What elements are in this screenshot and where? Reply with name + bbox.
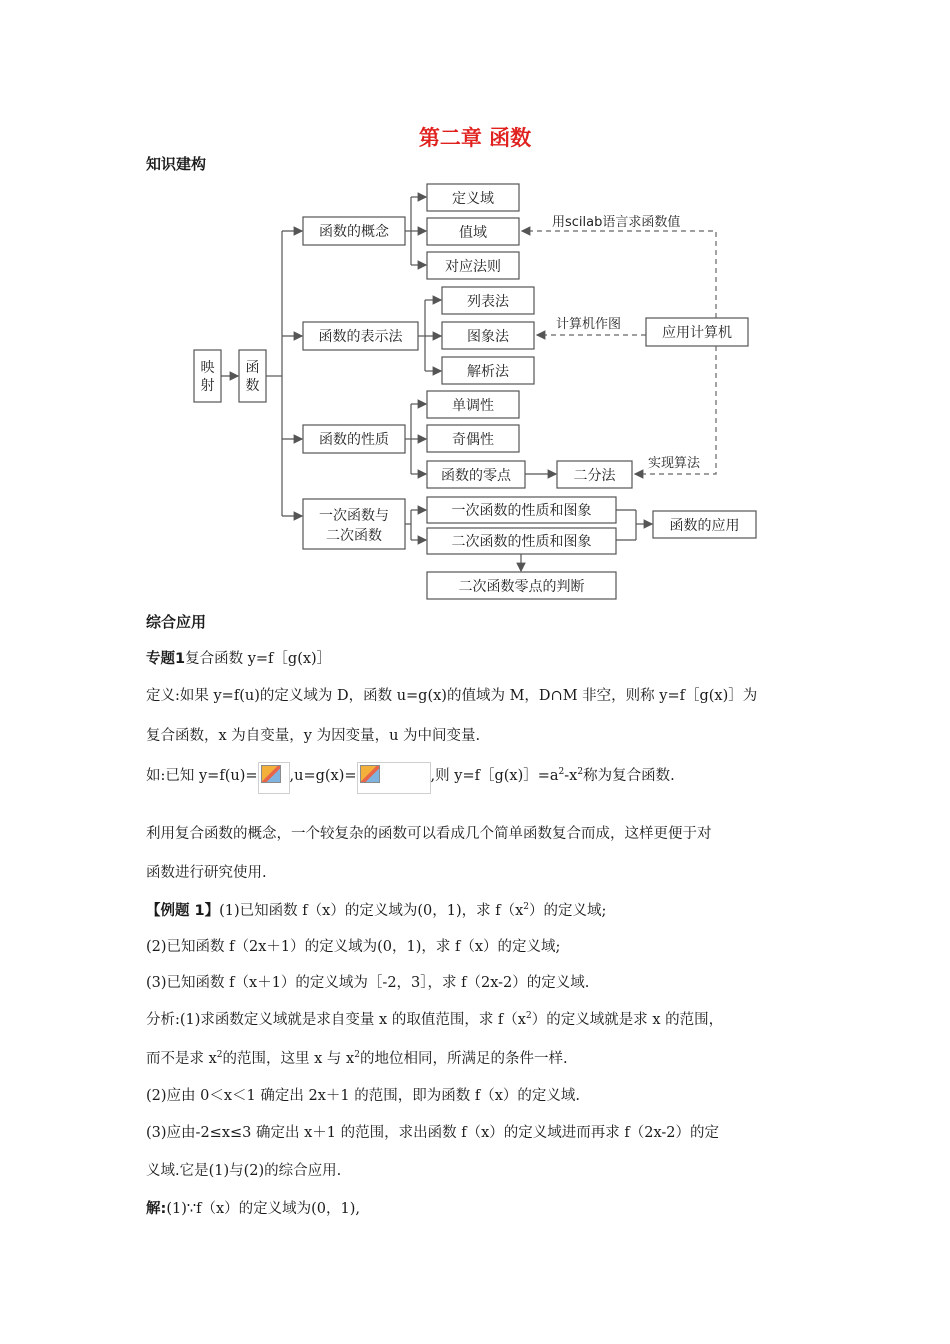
solution-text: (1)∵f（x）的定义域为(0，1), (166, 1201, 360, 1217)
topic1-title: 复合函数 y=f［g(x)］ (185, 651, 332, 667)
label-domain: 定义域 (452, 191, 494, 207)
label-yingshe-1: 映 (200, 360, 215, 376)
formula-image-2 (357, 762, 431, 794)
analysis-line-3: (2)应由 0＜x＜1 确定出 2x＋1 的范围，即为函数 f（x）的定义域. (146, 1088, 580, 1104)
superscript: 2 (354, 1050, 360, 1061)
label-range: 值域 (459, 225, 487, 241)
analysis-text-a: 分析:(1)求函数定义域就是求自变量 x 的取值范围，求 f（x (146, 1012, 526, 1028)
example1-text-a: (1)已知函数 f（x）的定义域为(0，1)，求 f（x (219, 903, 524, 919)
label-quad-zero: 二次函数零点的判断 (458, 579, 585, 595)
label-linquad-2: 二次函数 (326, 528, 382, 544)
analysis-line-2 (146, 1047, 816, 1068)
example-text-c: ,则 y=f［g(x)］=a (430, 768, 559, 784)
label-plot: 计算机作图 (556, 317, 622, 332)
formula-image-1 (258, 762, 290, 794)
definition-line-2: 复合函数，x 为自变量，y 为因变量，u 为中间变量. (146, 728, 481, 744)
definition-line-1: 定义:如果 y=f(u)的定义域为 D，函数 u=g(x)的值域为 M，D∩M 非空，则称 y=f［g(x)］为 (146, 688, 758, 704)
label-computer: 应用计算机 (662, 325, 732, 341)
example-text-a: 如:已知 y=f(u)= (146, 768, 258, 784)
label-hanshu-1: 函 (245, 360, 260, 376)
example1-text-b: ）的定义域; (528, 903, 607, 919)
label-parity: 奇偶性 (452, 432, 494, 448)
label-representation: 函数的表示法 (318, 329, 403, 345)
example-text-d: -x (564, 768, 578, 784)
analysis-line-5: 义域.它是(1)与(2)的综合应用. (146, 1163, 342, 1179)
superscript: 2 (523, 902, 529, 913)
label-linear-prop: 一次函数的性质和图象 (451, 503, 592, 519)
label-algorithm: 实现算法 (648, 456, 701, 471)
analysis-text-b: ）的定义域就是求 x 的范围， (531, 1012, 724, 1028)
example1-part2: (2)已知函数 f（2x＋1）的定义域为(0，1)，求 f（x）的定义域; (146, 939, 561, 955)
label-analytic-method: 解析法 (467, 364, 509, 380)
label-concept: 函数的概念 (319, 224, 389, 240)
solution-label: 解: (146, 1201, 167, 1217)
page-title: 第二章 函数 (418, 126, 532, 150)
usage-line-1: 利用复合函数的概念，一个较复杂的函数可以看成几个简单函数复合而成，这样更便于对 (146, 826, 712, 842)
box-yingshe (194, 350, 221, 402)
label-linquad-1: 一次函数与 (319, 508, 389, 524)
example1-line (146, 899, 816, 920)
analysis-text-c: 而不是求 x (146, 1051, 217, 1067)
example-line (146, 764, 816, 796)
section-comprehensive-application: 综合应用 (146, 613, 207, 631)
label-graph-method: 图象法 (467, 329, 509, 345)
label-yingshe-2: 射 (200, 378, 215, 394)
label-bisection: 二分法 (573, 468, 616, 484)
example-text-b: ,u=g(x)= (289, 768, 357, 784)
label-monotonic: 单调性 (452, 398, 494, 414)
box-hanshu (239, 350, 266, 402)
label-hanshu-2: 数 (245, 378, 260, 394)
analysis-text-e: 的地位相同，所满足的条件一样. (359, 1051, 568, 1067)
label-table-method: 列表法 (467, 294, 509, 310)
example1-label: 【例题 1】 (146, 903, 220, 919)
topic1-label: 专题1 (146, 651, 186, 667)
broken-image-icon (261, 765, 281, 783)
superscript: 2 (525, 1011, 532, 1022)
broken-image-icon (360, 765, 380, 783)
usage-line-2: 函数进行研究使用. (146, 865, 267, 881)
label-zero: 函数的零点 (441, 468, 511, 484)
analysis-text-d: 的范围，这里 x 与 x (222, 1051, 355, 1067)
label-func-app: 函数的应用 (669, 518, 740, 534)
analysis-line-1 (146, 1008, 816, 1029)
topic1-heading (146, 647, 816, 668)
analysis-line-4: (3)应由-2≤x≤3 确定出 x＋1 的范围，求出函数 f（x）的定义域进而再求 f（2x-2）的定 (146, 1125, 719, 1141)
example1-part3: (3)已知函数 f（x＋1）的定义域为［-2，3］，求 f（2x-2）的定义域. (146, 975, 590, 991)
label-quad-prop: 二次函数的性质和图象 (451, 534, 592, 550)
label-properties: 函数的性质 (319, 432, 389, 448)
solution-line (146, 1197, 816, 1218)
superscript: 2 (558, 767, 565, 778)
label-scilab: 用scilab语言求函数值 (552, 215, 681, 230)
label-rule: 对应法则 (445, 259, 501, 275)
superscript: 2 (577, 767, 584, 778)
section-knowledge-structure: 知识建构 (146, 155, 207, 173)
superscript: 2 (216, 1050, 223, 1061)
example-text-e: 称为复合函数. (583, 768, 675, 784)
